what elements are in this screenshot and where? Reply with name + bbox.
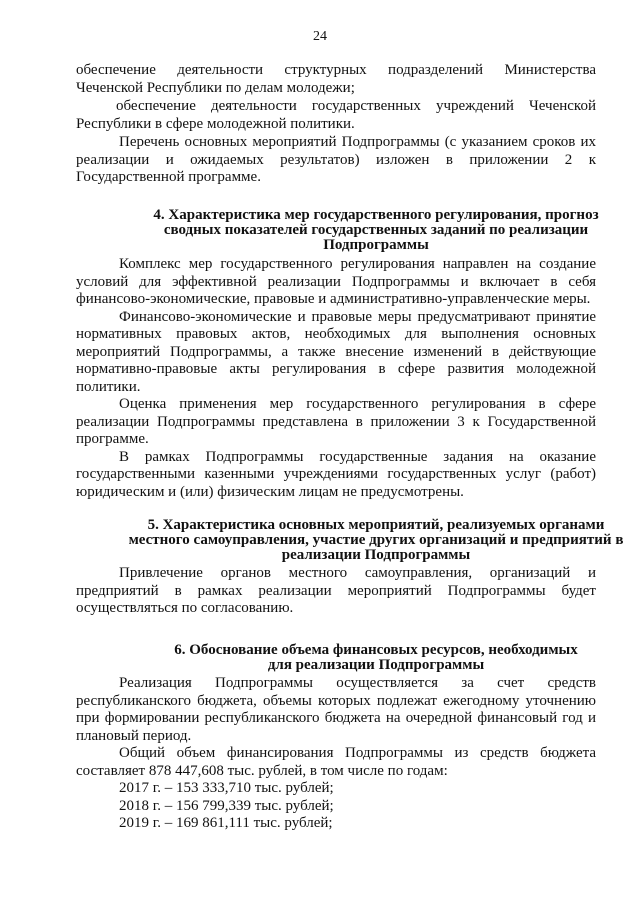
text-line: 2017 г. – 153 333,710 тыс. рублей; (119, 780, 334, 796)
text-line: плановый период. (76, 727, 192, 744)
paragraph (76, 134, 596, 187)
year-line (76, 780, 596, 798)
text-line: предприятий в рамках реализации мероприятий Подпрограммы будет (76, 582, 596, 599)
paragraph (76, 449, 596, 502)
heading-line: сводных показателей государственных заданий по реализации (163, 222, 589, 238)
paragraph (76, 62, 596, 97)
section-6-heading (76, 643, 636, 673)
paragraph (76, 675, 596, 745)
text-line: мероприятий Подпрограммы, а также внесение изменений в действующие (76, 343, 596, 360)
heading-line: 4. Характеристика мер государственного регулирования, прогноз (153, 207, 599, 223)
text-line: обеспечение деятельности структурных подразделений Министерства (76, 62, 596, 78)
heading-line: для реализации Подпрограммы (267, 657, 485, 673)
year-line (76, 798, 596, 816)
intro-block (76, 62, 596, 187)
text-line: Финансово-экономические и правовые меры предусматривают принятие (119, 308, 596, 325)
text-line: нормативно-правовые акты регулирования в сфере развития молодежной (76, 361, 596, 377)
text-line: осуществляться по согласованию. (76, 600, 294, 616)
text-line: реализации и ожидаемых результатов) изложен в приложении 2 к (76, 151, 596, 168)
section-4-body (76, 256, 596, 501)
text-line: 2019 г. – 169 861,111 тыс. рублей; (119, 815, 333, 831)
text-line: политики. (76, 378, 141, 395)
text-line: Республики в сфере молодежной политики. (76, 115, 355, 132)
text-line: реализации Подпрограммы представлена в приложении 3 к Государственной (76, 413, 596, 430)
text-line: нормативных правовых актов, необходимых для выполнения основных (76, 326, 596, 342)
heading-line: 5. Характеристика основных мероприятий, реализуемых органами (147, 517, 605, 533)
text-line: В рамках Подпрограммы государственные задания на оказание (119, 448, 596, 465)
text-line: обеспечение деятельности государственных учреждений Чеченской (116, 98, 596, 114)
page-number: 24 (313, 29, 327, 44)
text-line: Комплекс мер государственного регулирования направлен на создание (119, 256, 596, 272)
text-line: Государственной программе. (76, 169, 261, 185)
text-line: Чеченской Республики по делам молодежи; (76, 79, 355, 96)
text-line: Оценка применения мер государственного регулирования в сфере (119, 396, 596, 412)
section-5-heading (76, 518, 636, 563)
paragraph (76, 256, 596, 309)
year-line (76, 815, 596, 833)
section-5-body (76, 565, 596, 618)
section-6-body (76, 675, 596, 833)
text-line: республиканского бюджета, объемы которых подлежат ежегодному уточнению (76, 692, 596, 709)
text-line: Перечень основных мероприятий Подпрограммы (с указанием сроков их (119, 134, 596, 150)
text-line: Привлечение органов местного самоуправления, организаций и (119, 565, 596, 581)
text-line: программе. (76, 431, 149, 447)
section-4-heading (76, 208, 636, 253)
text-line: при формировании республиканского бюджета на очередной финансовый год и (76, 710, 596, 726)
text-line: финансово-экономические, правовые и административно-управленческие меры. (76, 291, 591, 307)
text-line: 2018 г. – 156 799,339 тыс. рублей; (119, 797, 334, 814)
paragraph (76, 565, 596, 618)
heading-line: Подпрограммы (323, 237, 429, 253)
paragraph (76, 98, 596, 133)
heading-line: местного самоуправления, участие других организаций и предприятий в (128, 532, 624, 548)
heading-line: реализации Подпрограммы (281, 547, 471, 563)
text-line: государственными казенными учреждениями государственных услуг (работ) (76, 466, 596, 482)
paragraph (76, 309, 596, 397)
text-line: Общий объем финансирования Подпрограммы из средств бюджета (119, 745, 596, 761)
text-line: условий для эффективной реализации Подпрограммы и включает в себя (76, 273, 596, 290)
text-line: Реализация Подпрограммы осуществляется за счет средств (119, 675, 596, 691)
paragraph (76, 745, 596, 780)
heading-line: 6. Обоснование объема финансовых ресурсов, необходимых (174, 642, 578, 658)
paragraph (76, 396, 596, 449)
text-line: юридическим и (или) физическим лицам не предусмотрены. (76, 483, 464, 500)
text-line: составляет 878 447,608 тыс. рублей, в том числе по годам: (76, 762, 448, 779)
